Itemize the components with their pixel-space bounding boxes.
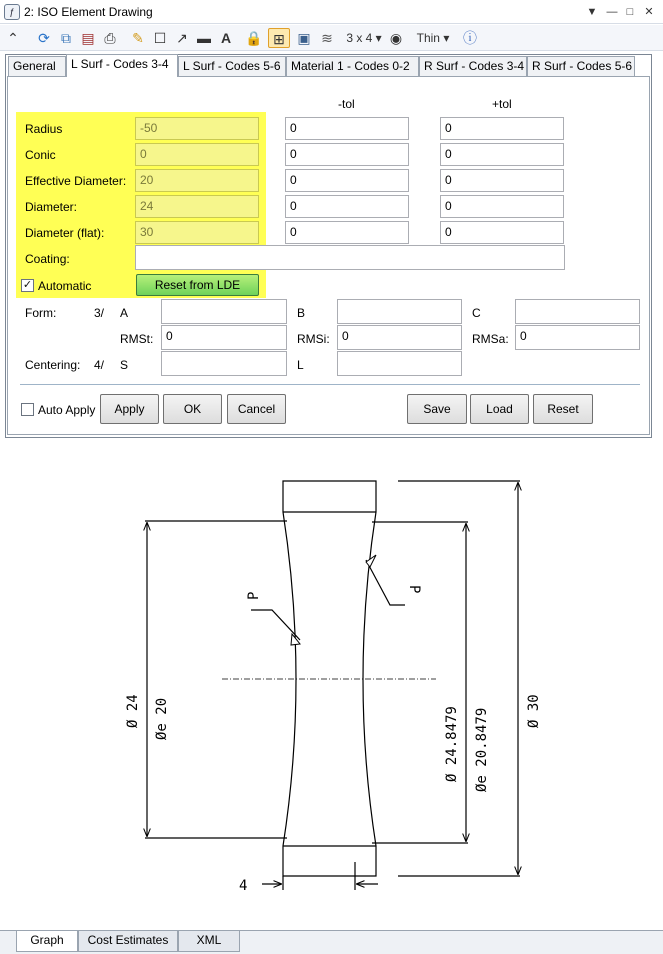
window-title: 2: ISO Element Drawing xyxy=(24,5,153,19)
diameter-flat-field[interactable]: 30 xyxy=(135,221,259,244)
tab-l-surf-codes-5-6[interactable]: L Surf - Codes 5-6 xyxy=(178,56,286,76)
toolbar xyxy=(0,25,663,51)
form-b-field[interactable] xyxy=(337,299,462,324)
form-label: Form: xyxy=(25,306,57,320)
cancel-button[interactable]: Cancel xyxy=(227,394,286,424)
auto-apply-label: Auto Apply xyxy=(38,403,96,417)
rmsa-field[interactable]: 0 xyxy=(515,325,640,350)
app-icon: ƒ xyxy=(4,4,20,20)
copy-icon[interactable]: ⧉ xyxy=(61,30,71,46)
tab-general[interactable]: General xyxy=(8,56,66,76)
lens-outline xyxy=(283,481,376,876)
rmsi-field[interactable]: 0 xyxy=(337,325,462,350)
save-icon[interactable]: ▤ xyxy=(81,30,95,46)
tab-cost-estimates[interactable]: Cost Estimates xyxy=(78,931,178,952)
ok-button[interactable]: OK xyxy=(163,394,222,424)
arrow-icon[interactable]: ↗ xyxy=(176,30,188,46)
load-button[interactable]: Load xyxy=(470,394,529,424)
bottom-tab-bar xyxy=(0,930,663,954)
auto-apply-checkbox[interactable] xyxy=(21,403,34,416)
separator xyxy=(20,384,640,385)
minimize-icon[interactable]: — xyxy=(606,6,618,18)
centering-l-field[interactable] xyxy=(337,351,462,376)
coating-label: Coating: xyxy=(25,252,70,266)
form-c-field[interactable] xyxy=(515,299,640,324)
conic-label: Conic xyxy=(25,148,56,162)
centering-s-field[interactable] xyxy=(161,351,287,376)
form-b-label: B xyxy=(297,306,306,320)
coating-field[interactable] xyxy=(135,245,565,270)
diameter-minus-tol-field[interactable]: 0 xyxy=(285,195,409,218)
effective-diameter-plus-tol-field[interactable]: 0 xyxy=(440,169,564,192)
diameter-flat-label: Diameter (flat): xyxy=(25,226,105,240)
minus-tol-header: -tol xyxy=(338,97,355,111)
rmst-field[interactable]: 0 xyxy=(161,325,287,350)
line-icon[interactable]: ▬ xyxy=(197,30,211,46)
radius-plus-tol-field[interactable]: 0 xyxy=(440,117,564,140)
tab-material-1-codes-0-2[interactable]: Material 1 - Codes 0-2 xyxy=(286,56,419,76)
diameter-plus-tol-field[interactable]: 0 xyxy=(440,195,564,218)
grid-toggle-icon[interactable]: ⊞ xyxy=(268,28,290,48)
tab-r-surf-codes-3-4[interactable]: R Surf - Codes 3-4 xyxy=(419,56,527,76)
surface-symbol-right xyxy=(366,555,376,567)
leader-right xyxy=(366,560,405,605)
save-button[interactable]: Save xyxy=(407,394,467,424)
effective-diameter-20-8479-label: Øe 20.8479 xyxy=(474,707,490,792)
plus-tol-header: +tol xyxy=(492,97,512,111)
left-p-label: P xyxy=(246,591,262,600)
tab-xml[interactable]: XML xyxy=(178,931,240,952)
maximize-icon[interactable]: □ xyxy=(626,6,634,18)
automatic-label: Automatic xyxy=(38,279,92,293)
line-thickness-dropdown[interactable]: Thin ▾ xyxy=(416,31,450,45)
diameter-field[interactable]: 24 xyxy=(135,195,259,218)
radius-field[interactable]: -50 xyxy=(135,117,259,140)
rmsi-label: RMSi: xyxy=(297,332,330,346)
form-c-label: C xyxy=(472,306,481,320)
rmsa-label: RMSa: xyxy=(472,332,509,346)
pencil-icon[interactable]: ✎ xyxy=(132,30,144,46)
timer-icon[interactable]: ◉ xyxy=(389,30,403,46)
centering-s-label: S xyxy=(120,358,129,372)
diameter-30-label: Ø 30 xyxy=(526,694,542,728)
effective-diameter-label: Effective Diameter: xyxy=(25,174,127,188)
close-icon[interactable]: ✕ xyxy=(644,6,654,18)
centering-code: 4/ xyxy=(94,358,105,372)
tab-panel xyxy=(7,76,650,435)
diameter-24-8479-label: Ø 24.8479 xyxy=(444,706,460,782)
window-icon[interactable]: ▣ xyxy=(297,30,311,46)
iso-drawing xyxy=(0,440,663,930)
centering-label: Centering: xyxy=(25,358,81,372)
centering-l-label: L xyxy=(297,358,304,372)
print-icon[interactable]: ⎙ xyxy=(104,30,116,46)
thickness-label: 4 xyxy=(239,878,248,894)
form-a-label: A xyxy=(120,306,129,320)
tab-l-surf-codes-3-4[interactable]: L Surf - Codes 3-4 xyxy=(66,54,178,77)
lock-icon[interactable]: 🔒 xyxy=(245,30,263,46)
help-icon[interactable]: ⓘ xyxy=(463,30,477,46)
layout-dropdown[interactable]: 3 x 4 ▾ xyxy=(346,31,382,45)
tab-graph[interactable]: Graph xyxy=(16,931,78,952)
right-p-label: P xyxy=(406,585,422,594)
form-code: 3/ xyxy=(94,306,105,320)
text-icon[interactable]: A xyxy=(220,30,232,46)
radius-minus-tol-field[interactable]: 0 xyxy=(285,117,409,140)
conic-minus-tol-field[interactable]: 0 xyxy=(285,143,409,166)
effective-diameter-minus-tol-field[interactable]: 0 xyxy=(285,169,409,192)
settings-panel xyxy=(5,54,652,438)
window-menu-icon[interactable]: ▼ xyxy=(586,6,598,18)
automatic-checkbox[interactable]: ✓ xyxy=(22,279,33,291)
rectangle-icon[interactable]: ☐ xyxy=(153,30,167,46)
conic-field[interactable]: 0 xyxy=(135,143,259,166)
conic-plus-tol-field[interactable]: 0 xyxy=(440,143,564,166)
diameter-24-label: Ø 24 xyxy=(125,694,141,728)
tab-r-surf-codes-5-6[interactable]: R Surf - Codes 5-6 xyxy=(527,56,635,76)
lens-drawing-svg xyxy=(0,440,663,930)
title-bar xyxy=(0,0,663,24)
reset-button[interactable]: Reset xyxy=(533,394,593,424)
refresh-icon[interactable]: ⟳ xyxy=(38,30,50,46)
effective-diameter-field[interactable]: 20 xyxy=(135,169,259,192)
effective-diameter-20-label: Øe 20 xyxy=(154,697,170,740)
diameter-label: Diameter: xyxy=(25,200,78,214)
diameter-flat-minus-tol-field[interactable]: 0 xyxy=(285,221,409,244)
reset-from-lde-button[interactable]: Reset from LDE xyxy=(136,274,259,296)
diameter-flat-plus-tol-field[interactable]: 0 xyxy=(440,221,564,244)
rmst-label: RMSt: xyxy=(120,332,154,346)
form-a-field[interactable] xyxy=(161,299,287,324)
apply-button[interactable]: Apply xyxy=(100,394,159,424)
radius-label: Radius xyxy=(25,122,63,136)
up-chevron-icon[interactable]: ⌃ xyxy=(7,30,19,46)
layers-icon[interactable]: ≋ xyxy=(321,30,333,46)
